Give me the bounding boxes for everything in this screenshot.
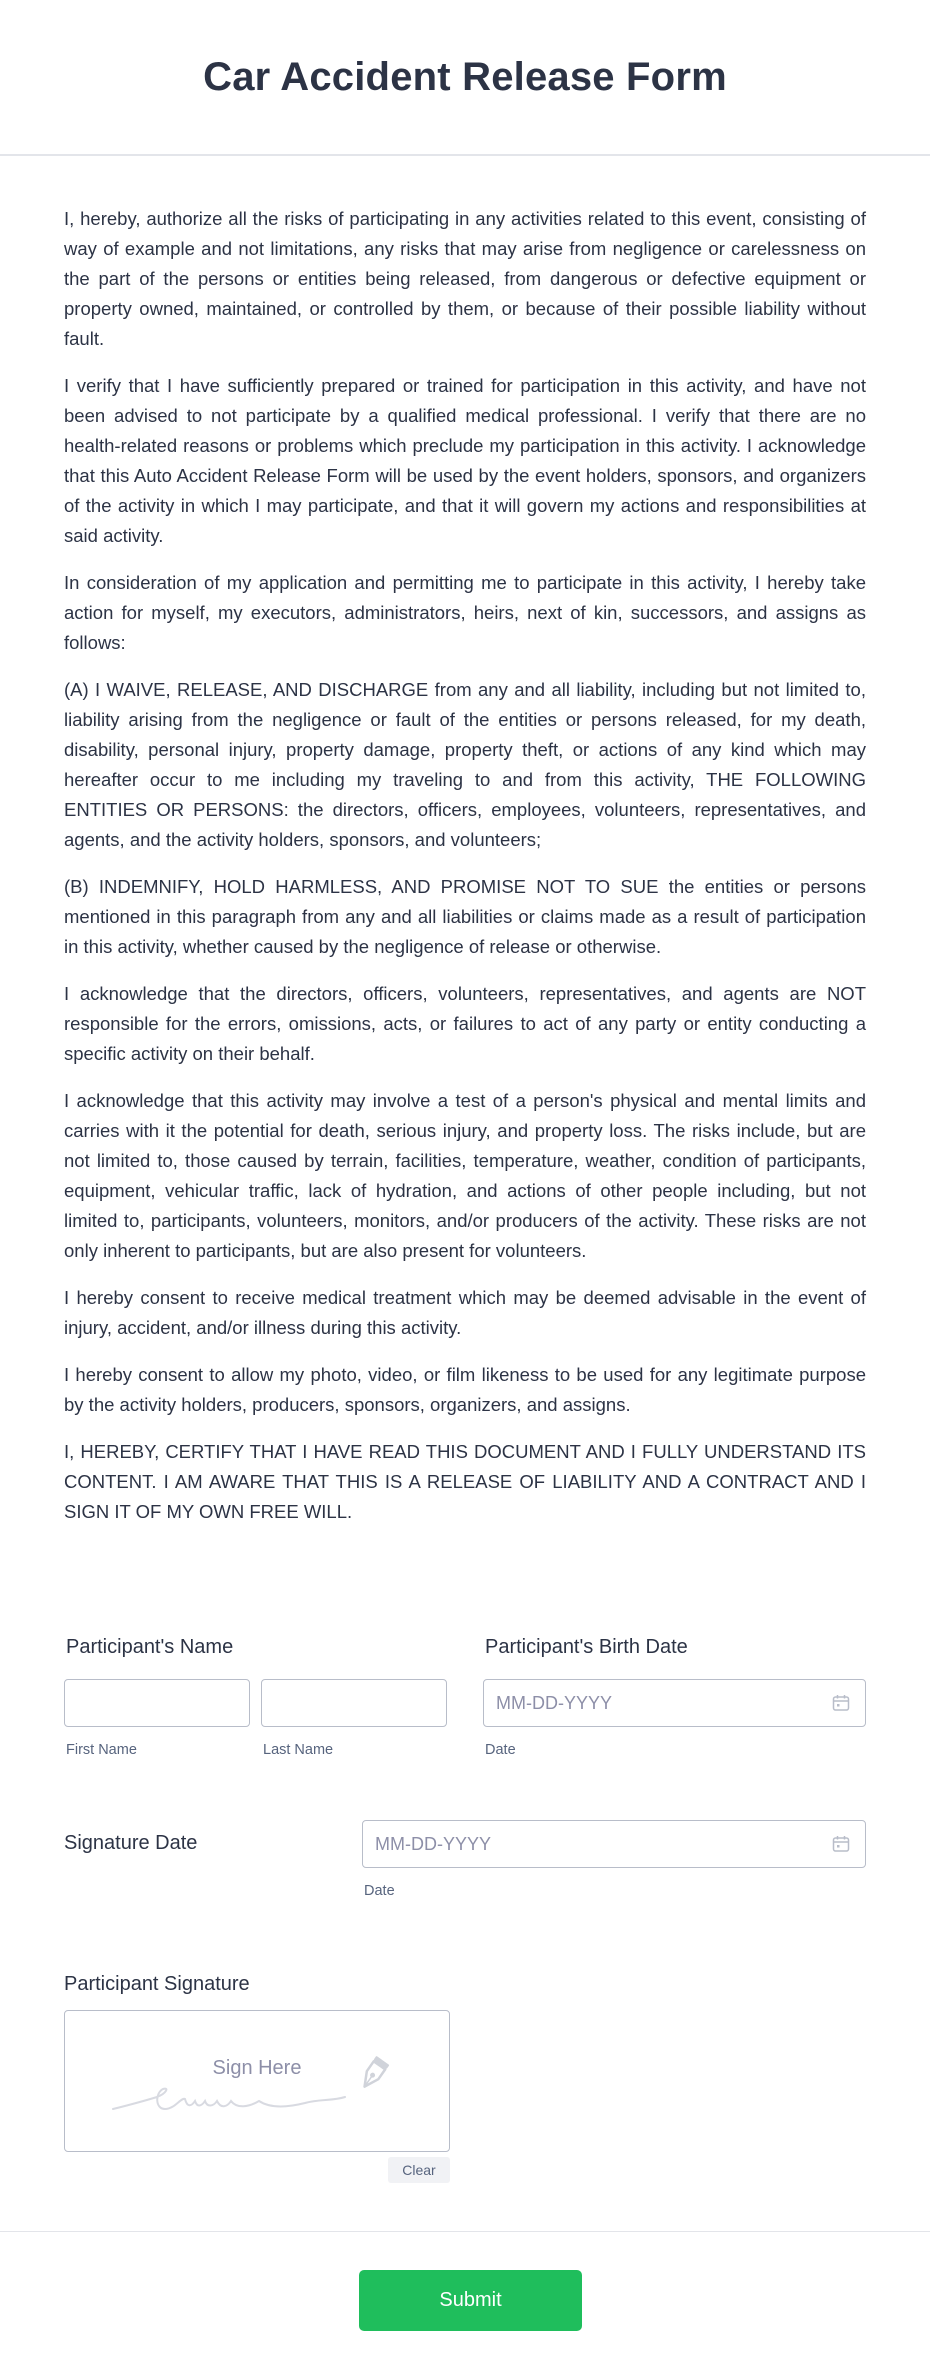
signature-label: Participant Signature bbox=[64, 1973, 250, 1995]
terms-paragraph: I, hereby, authorize all the risks of participating in any activities related to this event, consisting of way of example and not limitations, any risks that may arise from negligence or carelessness on the part of the persons or entities being released, from dangerous or defective equipment or property owned, maintained, or controlled by them, or because of their possible liability without fault. bbox=[64, 208, 866, 349]
participant-name-label: Participant's Name bbox=[66, 1636, 234, 1658]
signature-date-input[interactable] bbox=[362, 1820, 866, 1868]
terms-paragraph: I hereby consent to receive medical treatment which may be deemed advisable in the event of injury, accident, and/or illness during this activity. bbox=[64, 1287, 866, 1338]
sign-here-placeholder: Sign Here bbox=[212, 2057, 302, 2079]
pen-nib-icon bbox=[351, 2055, 393, 2097]
clear-signature-button[interactable]: Clear bbox=[388, 2157, 450, 2183]
footer-divider bbox=[0, 2231, 930, 2232]
terms-paragraph: (A) I WAIVE, RELEASE, AND DISCHARGE from any and all liability, including but not limited to, liability arising from the negligence or fault of the entities or persons released, for my death, disability, personal injury, property damage, property theft, or actions of any kind which may hereafter occur to me including my traveling to and from this activity, THE FOLLOWING ENTITIES OR PERSONS: the directors, officers, employees, volunteers, representatives, and agents, and the activity holders, sponsors, and volunteers; bbox=[64, 679, 866, 850]
first-name-sublabel: First Name bbox=[66, 1742, 137, 1758]
calendar-icon[interactable] bbox=[832, 1694, 850, 1712]
signature-date-sublabel: Date bbox=[364, 1883, 395, 1899]
last-name-sublabel: Last Name bbox=[263, 1742, 334, 1758]
calendar-icon[interactable] bbox=[832, 1835, 850, 1853]
signature-date-label: Signature Date bbox=[64, 1832, 198, 1854]
terms-paragraph: I acknowledge that this activity may involve a test of a person's physical and mental limits and carries with it the potential for death, serious injury, and property loss. The risks include, but are not limited to, those caused by terrain, facilities, temperature, weather, condition of participants, equipment, vehicular traffic, lack of hydration, and actions of other people including, but not limited to, participants, volunteers, monitors, and/or producers of the activity. These risks are not only inherent to participants, but are also present for volunteers. bbox=[64, 1090, 866, 1261]
birth-date-input[interactable] bbox=[483, 1679, 866, 1727]
last-name-input[interactable] bbox=[261, 1679, 447, 1727]
first-name-input[interactable] bbox=[64, 1679, 250, 1727]
signature-pad[interactable] bbox=[64, 2010, 450, 2152]
release-terms bbox=[0, 156, 930, 1527]
form-header bbox=[0, 0, 930, 156]
terms-paragraph: In consideration of my application and permitting me to participate in this activity, I hereby take action for myself, my executors, administrators, heirs, next of kin, successors, and assigns as follows: bbox=[64, 572, 866, 653]
submit-button[interactable]: Submit bbox=[359, 2270, 582, 2331]
birth-date-label: Participant's Birth Date bbox=[485, 1636, 688, 1658]
terms-paragraph: I hereby consent to allow my photo, video, or film likeness to be used for any legitimate purpose by the activity holders, producers, sponsors, organizers, and assigns. bbox=[64, 1364, 866, 1415]
terms-paragraph: I, HEREBY, CERTIFY THAT I HAVE READ THIS DOCUMENT AND I FULLY UNDERSTAND ITS CONTENT. I AM AWARE THAT THIS IS A RELEASE OF LIABILITY AND A CONTRACT AND I SIGN IT OF MY OWN FREE WILL. bbox=[64, 1441, 866, 1522]
terms-paragraph: I verify that I have sufficiently prepared or trained for participation in this activity, and have not been advised to not participate by a qualified medical professional. I verify that there are no health-related reasons or problems which preclude my participation in this activity. I acknowledge that this Auto Accident Release Form will be used by the event holders, sponsors, and organizers of the activity in which I may participate, and that it will govern my actions and responsibilities at said activity. bbox=[64, 375, 866, 546]
terms-paragraph: (B) INDEMNIFY, HOLD HARMLESS, AND PROMISE NOT TO SUE the entities or persons mentioned in this paragraph from any and all liabilities or claims made as a result of participation in this activity, whether caused by the negligence of release or otherwise. bbox=[64, 876, 866, 957]
terms-paragraph: I acknowledge that the directors, officers, volunteers, representatives, and agents are NOT responsible for the errors, omissions, acts, or failures to act of any party or entity conducting a specific activity on their behalf. bbox=[64, 983, 866, 1064]
birth-date-sublabel: Date bbox=[485, 1742, 516, 1758]
form-title: Car Accident Release Form bbox=[203, 54, 727, 99]
